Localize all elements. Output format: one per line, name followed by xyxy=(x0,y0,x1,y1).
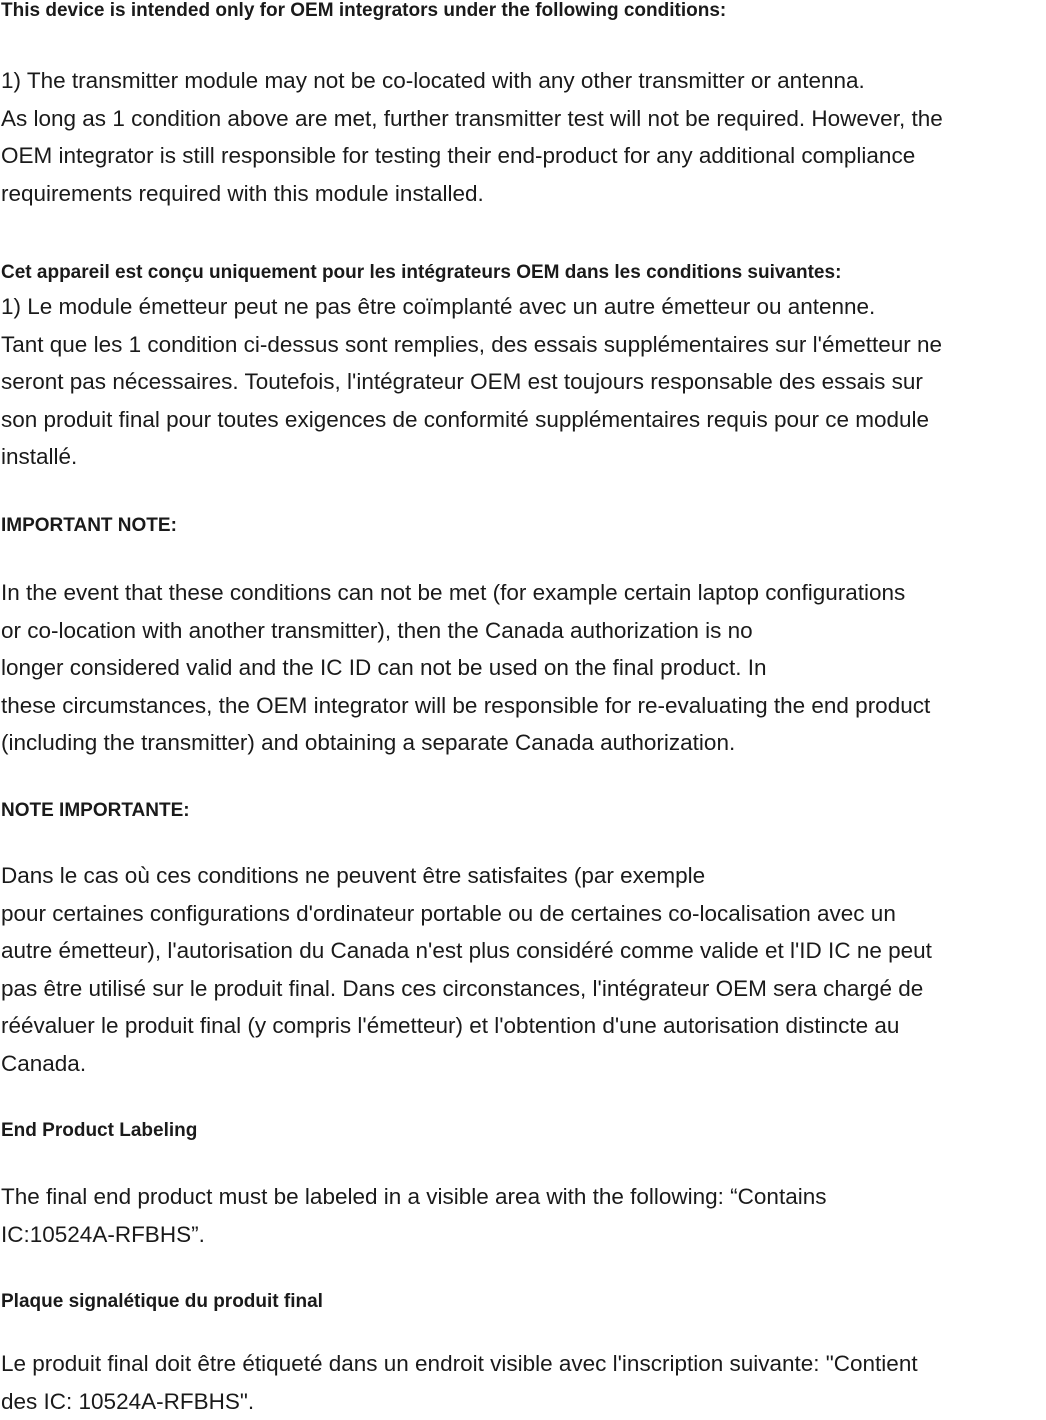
text-line: As long as 1 condition above are met, further transmitter test will not be required. However, the xyxy=(1,100,943,138)
important-note-body xyxy=(1,574,930,762)
text-line: Canada. xyxy=(1,1045,932,1083)
end-product-labeling-body xyxy=(1,1178,826,1253)
text-line: installé. xyxy=(1,438,942,476)
text-line: des IC: 10524A-RFBHS". xyxy=(1,1383,918,1420)
text-line: Dans le cas où ces conditions ne peuvent être satisfaites (par exemple xyxy=(1,857,932,895)
text-line: son produit final pour toutes exigences de conformité supplémentaires requis pour ce module xyxy=(1,401,942,439)
text-line: pas être utilisé sur le produit final. Dans ces circonstances, l'intégrateur OEM sera chargé de xyxy=(1,970,932,1008)
text-line: Tant que les 1 condition ci-dessus sont remplies, des essais supplémentaires sur l'émetteur ne xyxy=(1,326,942,364)
text-line: these circumstances, the OEM integrator will be responsible for re-evaluating the end product xyxy=(1,687,930,725)
text-line: réévaluer le produit final (y compris l'émetteur) et l'obtention d'une autorisation distincte au xyxy=(1,1007,932,1045)
text-line: (including the transmitter) and obtaining a separate Canada authorization. xyxy=(1,724,930,762)
text-line: longer considered valid and the IC ID can not be used on the final product. In xyxy=(1,649,930,687)
oem-conditions-body-fr xyxy=(1,288,942,476)
text-line: 1) Le module émetteur peut ne pas être coïmplanté avec un autre émetteur ou antenne. xyxy=(1,288,942,326)
oem-conditions-heading: This device is intended only for OEM integrators under the following conditions: xyxy=(1,0,726,22)
oem-conditions-body xyxy=(1,62,943,212)
text-line: seront pas nécessaires. Toutefois, l'intégrateur OEM est toujours responsable des essais sur xyxy=(1,363,942,401)
plaque-signaletique-body xyxy=(1,1345,918,1420)
end-product-labeling-heading: End Product Labeling xyxy=(1,1120,197,1142)
important-note-heading: IMPORTANT NOTE: xyxy=(1,515,177,537)
note-importante-body xyxy=(1,857,932,1082)
text-line: OEM integrator is still responsible for testing their end-product for any additional compliance xyxy=(1,137,943,175)
oem-conditions-heading-fr: Cet appareil est conçu uniquement pour les intégrateurs OEM dans les conditions suivantes: xyxy=(1,262,841,284)
text-line: The final end product must be labeled in a visible area with the following: “Contains xyxy=(1,1178,826,1216)
text-line: In the event that these conditions can not be met (for example certain laptop configurations xyxy=(1,574,930,612)
note-importante-heading: NOTE IMPORTANTE: xyxy=(1,800,190,822)
text-line: autre émetteur), l'autorisation du Canada n'est plus considéré comme valide et l'ID IC ne peut xyxy=(1,932,932,970)
text-line: Le produit final doit être étiqueté dans un endroit visible avec l'inscription suivante: "Contient xyxy=(1,1345,918,1383)
text-line: IC:10524A-RFBHS”. xyxy=(1,1216,826,1254)
text-line: requirements required with this module installed. xyxy=(1,175,943,213)
plaque-signaletique-heading: Plaque signalétique du produit final xyxy=(1,1291,323,1313)
text-line: pour certaines configurations d'ordinateur portable ou de certaines co-localisation avec un xyxy=(1,895,932,933)
text-line: or co-location with another transmitter), then the Canada authorization is no xyxy=(1,612,930,650)
text-line: 1) The transmitter module may not be co-located with any other transmitter or antenna. xyxy=(1,62,943,100)
